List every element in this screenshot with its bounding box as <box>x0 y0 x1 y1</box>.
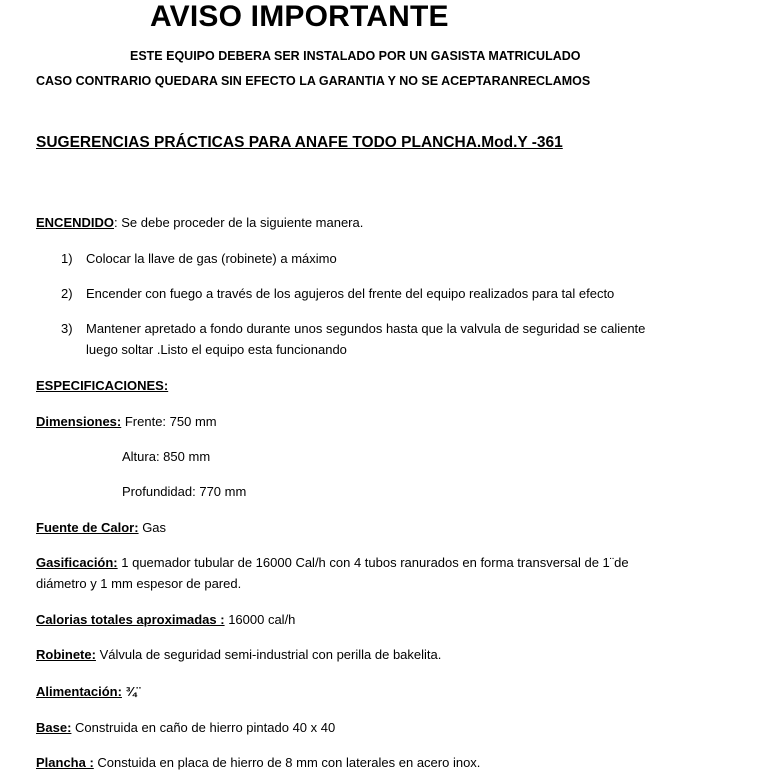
gasificacion-label: Gasificación: <box>36 555 118 570</box>
step-1 <box>36 251 337 266</box>
plancha-row <box>36 755 480 770</box>
page-title: AVISO IMPORTANTE <box>150 0 449 33</box>
robinete-row <box>36 647 441 662</box>
base-value: Construida en caño de hierro pintado 40 x 40 <box>71 720 336 735</box>
encendido-text: : Se debe proceder de la siguiente manera. <box>114 215 364 230</box>
warning-line-installer: ESTE EQUIPO DEBERA SER INSTALADO POR UN GASISTA MATRICULADO <box>130 49 581 63</box>
dimension-altura: Altura: 850 mm <box>122 449 211 464</box>
gasificacion-row <box>36 555 629 570</box>
step-2 <box>36 286 614 301</box>
base-label: Base: <box>36 720 72 735</box>
step-3-continuation: luego soltar .Listo el equipo esta funcionando <box>86 342 347 357</box>
robinete-label: Robinete: <box>36 647 96 662</box>
gasificacion-continuation: diámetro y 1 mm espesor de pared. <box>36 576 242 591</box>
gasificacion-value: 1 quemador tubular de 16000 Cal/h con 4 tubos ranurados en forma transversal de 1¨de <box>117 555 629 570</box>
section-title: SUGERENCIAS PRÁCTICAS PARA ANAFE TODO PLANCHA.Mod.Y -361 <box>36 134 563 151</box>
especificaciones-label: ESPECIFICACIONES: <box>36 378 169 393</box>
dimension-frente: Frente: 750 mm <box>121 414 217 429</box>
dimensiones-row <box>36 414 217 429</box>
step-number: 3) <box>61 321 73 336</box>
alimentacion-label: Alimentación: <box>36 684 122 699</box>
fuente-row <box>36 520 166 535</box>
calorias-row <box>36 612 295 627</box>
calorias-value: 16000 cal/h <box>224 612 296 627</box>
fuente-label: Fuente de Calor: <box>36 520 139 535</box>
encendido-row <box>36 215 363 230</box>
encendido-label: ENCENDIDO <box>36 215 115 230</box>
step-text: Encender con fuego a través de los agujeros del frente del equipo realizados para tal efecto <box>86 286 615 301</box>
step-number: 2) <box>61 286 73 301</box>
dimension-profundidad: Profundidad: 770 mm <box>122 484 247 499</box>
alimentacion-row <box>36 684 141 699</box>
fuente-value: Gas <box>138 520 167 535</box>
step-3 <box>36 321 645 336</box>
dimensiones-label: Dimensiones: <box>36 414 122 429</box>
base-row <box>36 720 335 735</box>
robinete-value: Válvula de seguridad semi-industrial con perilla de bakelita. <box>95 647 442 662</box>
calorias-label: Calorias totales aproximadas : <box>36 612 225 627</box>
plancha-value: Constuida en placa de hierro de 8 mm con laterales en acero inox. <box>93 755 481 770</box>
step-number: 1) <box>61 251 73 266</box>
step-text: Colocar la llave de gas (robinete) a máximo <box>86 251 337 266</box>
plancha-label: Plancha : <box>36 755 94 770</box>
warning-line-guarantee: CASO CONTRARIO QUEDARA SIN EFECTO LA GARANTIA Y NO SE ACEPTARANRECLAMOS <box>36 74 591 88</box>
step-text: Mantener apretado a fondo durante unos segundos hasta que la valvula de seguridad se caliente <box>86 321 646 336</box>
alimentacion-value: ¾¨ <box>121 684 141 699</box>
